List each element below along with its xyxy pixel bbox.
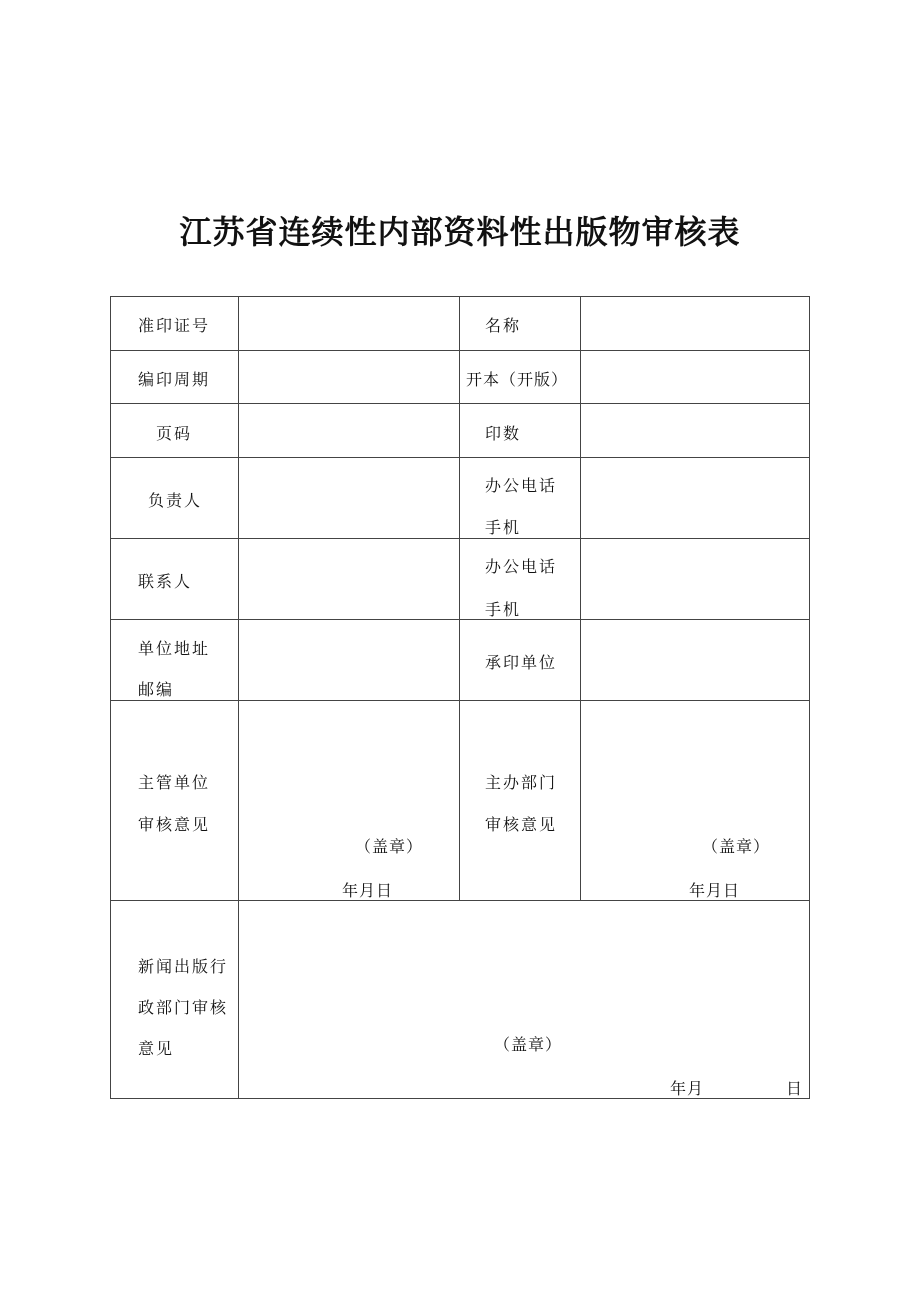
- form-title: 江苏省连续性内部资料性出版物审核表: [179, 213, 741, 251]
- seal-right: （盖章）: [702, 837, 771, 856]
- label-page-count: 页码: [156, 424, 193, 443]
- label-permit-number: 准印证号: [138, 316, 211, 335]
- column-divider: [580, 296, 581, 901]
- label-postcode: 邮编: [138, 680, 175, 699]
- row-divider: [110, 457, 810, 458]
- table-border-top: [110, 296, 810, 297]
- label-contact-person: 联系人: [138, 572, 193, 591]
- label-press-publication-dept: 新闻出版行: [138, 957, 229, 976]
- label-print-cycle: 编印周期: [138, 370, 211, 389]
- label-mobile: 手机: [485, 518, 522, 537]
- label-opinion: 意见: [138, 1039, 175, 1058]
- review-form-table: [110, 296, 810, 1099]
- label-press-publication-dept-line2: 政部门审核: [138, 998, 229, 1017]
- date-left: 年月日: [342, 881, 394, 900]
- date-year-month: 年月: [670, 1079, 705, 1098]
- label-review-opinion: 审核意见: [138, 815, 211, 834]
- date-day: 日: [786, 1079, 805, 1098]
- label-unit-address: 单位地址: [138, 639, 211, 658]
- row-divider: [110, 538, 810, 539]
- date-right: 年月日: [689, 881, 741, 900]
- table-border-right: [809, 296, 810, 1099]
- label-printing-unit: 承印单位: [485, 653, 558, 672]
- label-office-phone: 办公电话: [485, 476, 558, 495]
- row-divider: [110, 350, 810, 351]
- label-name: 名称: [485, 316, 522, 335]
- row-divider: [110, 700, 810, 701]
- label-supervising-unit: 主管单位: [138, 773, 211, 792]
- label-format: 开本（开版）: [466, 370, 569, 389]
- label-print-run: 印数: [485, 424, 522, 443]
- label-review-opinion: 审核意见: [485, 815, 558, 834]
- table-border-left: [110, 296, 111, 1099]
- seal-left: （盖章）: [355, 837, 424, 856]
- label-mobile: 手机: [485, 600, 522, 619]
- label-sponsor-department: 主办部门: [485, 773, 558, 792]
- table-border-bottom: [110, 1098, 810, 1099]
- column-divider: [238, 296, 239, 1099]
- seal-bottom: （盖章）: [494, 1035, 563, 1054]
- row-divider: [110, 403, 810, 404]
- label-office-phone: 办公电话: [485, 557, 558, 576]
- label-person-in-charge: 负责人: [148, 491, 203, 510]
- row-divider: [110, 619, 810, 620]
- column-divider: [459, 296, 460, 901]
